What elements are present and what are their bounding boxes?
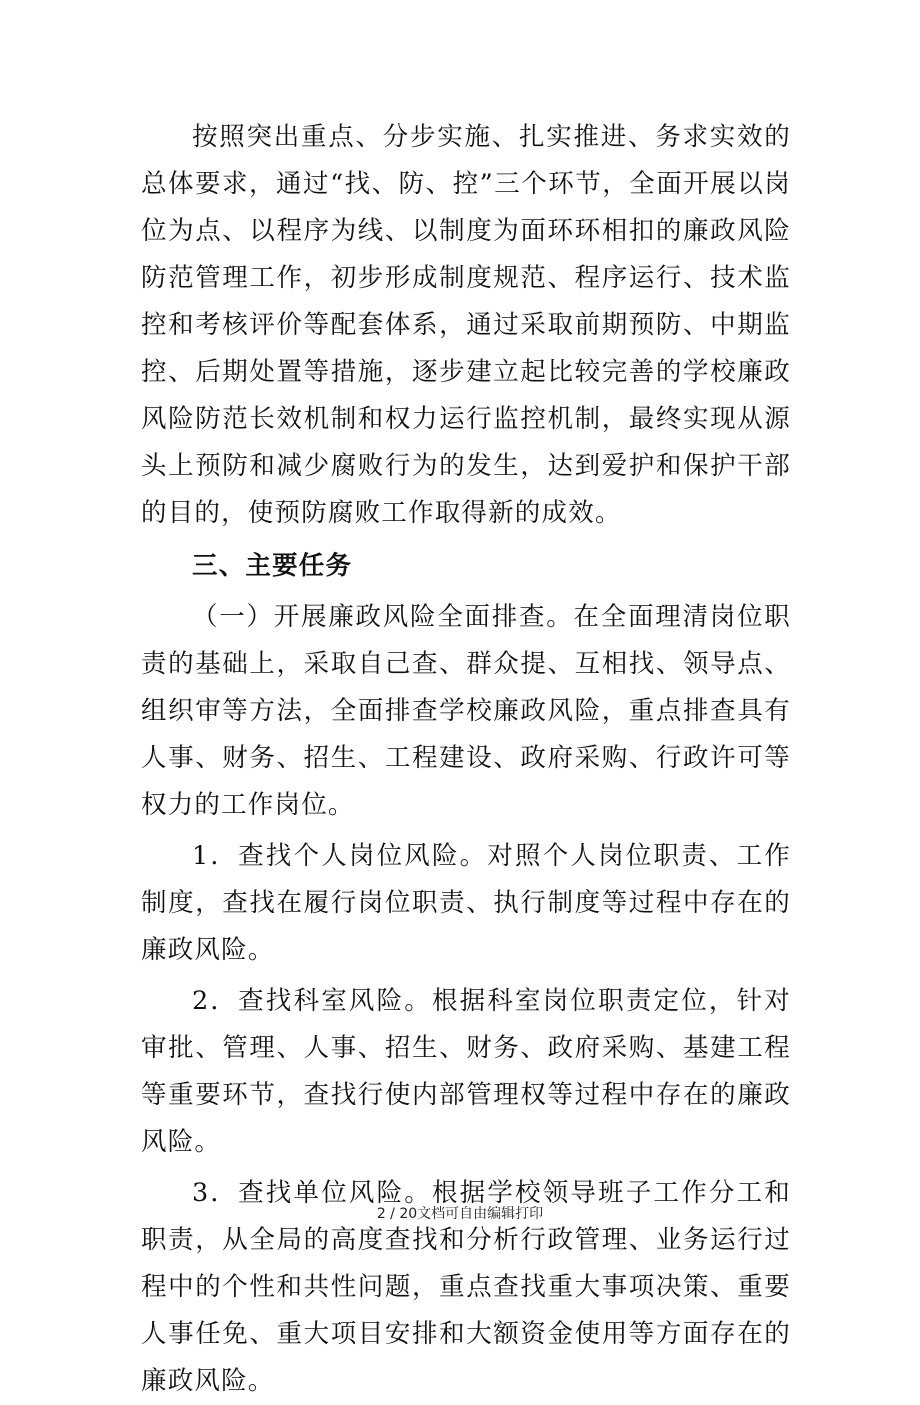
- page-footer: 2 / 20文档可自由编辑打印: [376, 1206, 544, 1222]
- section-heading-main-tasks: 三、主要任务: [192, 551, 353, 581]
- paragraph-unit-risk: 3．查找单位风险。根据学校领导班子工作分工和职责，从全局的高度查找和分析行政管理、业务运行过程中的个性和共性问题，重点查找重大事项决策、重要人事任免、重大项目安排和大额资金使用等方面存在的廉政风险。: [141, 1178, 791, 1396]
- paragraph-task-1: （一）开展廉政风险全面排查。在全面理清岗位职责的基础上，采取自己查、群众提、互相找、领导点、组织审等方法，全面排查学校廉政风险，重点排查具有人事、财务、招生、工程建设、政府采购、行政许可等权力的工作岗位。: [141, 602, 791, 820]
- paragraph-individual-risk: 1．查找个人岗位风险。对照个人岗位职责、工作制度，查找在履行岗位职责、执行制度等过程中存在的廉政风险。: [141, 841, 791, 965]
- spacer: [141, 537, 791, 541]
- paragraph-overall-requirements: 按照突出重点、分步实施、扎实推进、务求实效的总体要求，通过“找、防、控”三个环节，全面开展以岗位为点、以程序为线、以制度为面环环相扣的廉政风险防范管理工作，初步形成制度规范、程序运行、技术监控和考核评价等配套体系，通过采取前期预防、中期监控、后期处置等措施，逐步建立起比较完善的学校廉政风险防范长效机制和权力运行监控机制，最终实现从源头上预防和减少腐败行为的发生，达到爱护和保护干部的目的，使预防腐败工作取得新的成效。: [141, 122, 791, 528]
- paragraph-department-risk: 2．查找科室风险。根据科室岗位职责定位，针对审批、管理、人事、招生、财务、政府采购、基建工程等重要环节，查找行使内部管理权等过程中存在的廉政风险。: [141, 986, 791, 1157]
